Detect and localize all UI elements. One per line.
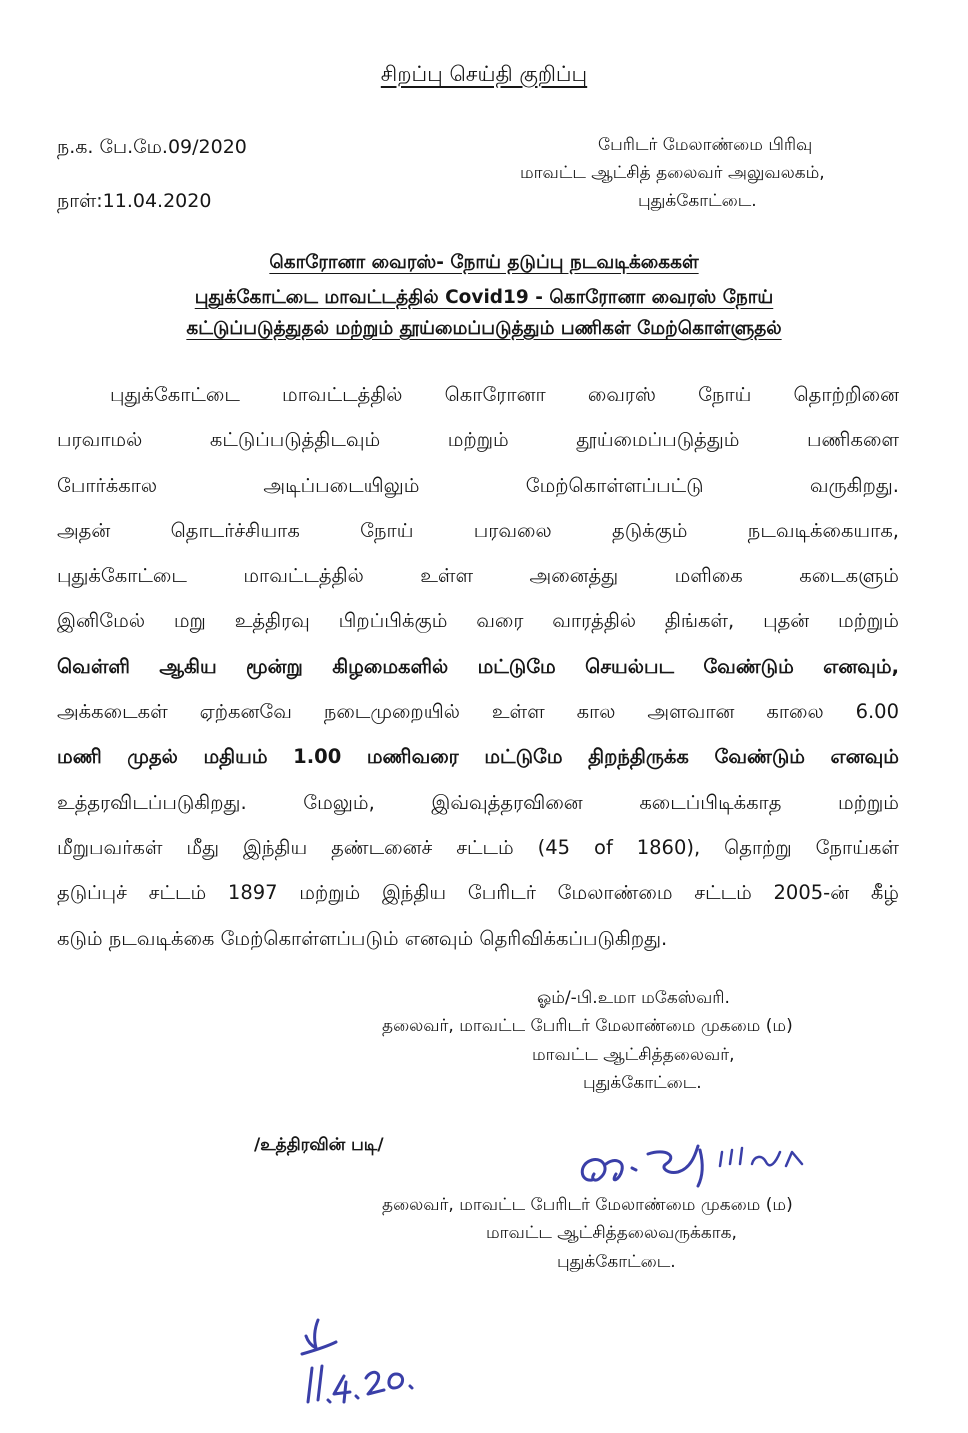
handwritten-initials <box>570 1140 820 1202</box>
body-text <box>57 372 899 961</box>
subject-line: கொரோனா வைரஸ்- நோய் தடுப்பு நடவடிக்கைகள் <box>269 252 699 273</box>
office-line: மாவட்ட ஆட்சித் தலைவர் அலுவலகம், <box>520 163 825 183</box>
body-line: அதன் தொடர்ச்சியாக நோய் பரவலை தடுக்கும் நடவடிக்கையாக, <box>57 518 899 542</box>
signatory-place: புதுக்கோட்டை. <box>583 1073 702 1093</box>
subject-line: கட்டுப்படுத்துதல் மற்றும் தூய்மைப்படுத்தும் பணிகள் மேற்கொள்ளுதல் <box>186 318 782 339</box>
subject-line: புதுக்கோட்டை மாவட்டத்தில் Covid19 - கொரோனா வைரஸ் நோய் <box>194 287 774 308</box>
reference-number: ந.க. பே.மே.09/2020 <box>57 136 247 158</box>
document-heading: சிறப்பு செய்தி குறிப்பு <box>380 62 588 86</box>
signatory-title: தலைவர், மாவட்ட பேரிடர் மேலாண்மை முகமை (ம) <box>382 1016 793 1036</box>
body-line: உத்தரவிடப்படுகிறது. மேலும், இவ்வுத்தரவினை கடைப்பிடிக்காத மற்றும் <box>57 790 899 814</box>
body-line: போர்க்கால அடிப்படையிலும் மேற்கொள்ளப்பட்டு வருகிறது. <box>57 473 899 497</box>
office-line: புதுக்கோட்டை. <box>638 191 757 211</box>
handwritten-date <box>288 1316 428 1408</box>
copy-signatory-place: புதுக்கோட்டை. <box>557 1252 676 1272</box>
signatory-title: மாவட்ட ஆட்சித்தலைவர், <box>532 1045 735 1065</box>
document-date: நாள்:11.04.2020 <box>57 190 212 212</box>
office-line: பேரிடர் மேலாண்மை பிரிவு <box>598 135 813 155</box>
body-line: அக்கடைகள் ஏற்கனவே நடைமுறையில் உள்ள கால அளவான காலை 6.00 <box>57 700 899 724</box>
body-line-bold: வெள்ளி ஆகிய மூன்று கிழமைகளில் மட்டுமே செயல்பட வேண்டும் எனவும், <box>57 654 899 678</box>
body-line: இனிமேல் மறு உத்திரவு பிறப்பிக்கும் வரை வாரத்தில் திங்கள், புதன் மற்றும் <box>57 609 899 633</box>
body-line: மீறுபவர்கள் மீது இந்திய தண்டனைச் சட்டம் (45 of 1860), தொற்று நோய்கள் <box>57 835 899 859</box>
copy-label: /உத்திரவின் படி/ <box>254 1135 384 1155</box>
body-line: தடுப்புச் சட்டம் 1897 மற்றும் இந்திய பேரிடர் மேலாண்மை சட்டம் 2005-ன் கீழ் <box>57 881 899 905</box>
office-address <box>520 135 880 215</box>
body-line-bold: மணி முதல் மதியம் 1.00 மணிவரை மட்டுமே திறந்திருக்க வேண்டும் எனவும் <box>57 745 899 769</box>
signatory-name: ஓம்/-பி.உமா மகேஸ்வரி. <box>537 988 730 1008</box>
copy-signatory-title: தலைவர், மாவட்ட பேரிடர் மேலாண்மை முகமை (ம) <box>382 1195 793 1215</box>
copy-signatory-title: மாவட்ட ஆட்சித்தலைவருக்காக, <box>486 1223 737 1243</box>
body-line: கடும் நடவடிக்கை மேற்கொள்ளப்படும் எனவும் தெரிவிக்கப்படுகிறது. <box>57 926 668 950</box>
body-line: பரவாமல் கட்டுப்படுத்திடவும் மற்றும் தூய்மைப்படுத்தும் பணிகளை <box>57 428 899 452</box>
body-line: புதுக்கோட்டை மாவட்டத்தில் கொரோனா வைரஸ் நோய் தொற்றினை <box>110 383 899 406</box>
body-line: புதுக்கோட்டை மாவட்டத்தில் உள்ள அனைத்து மளிகை கடைகளும் <box>57 564 899 588</box>
